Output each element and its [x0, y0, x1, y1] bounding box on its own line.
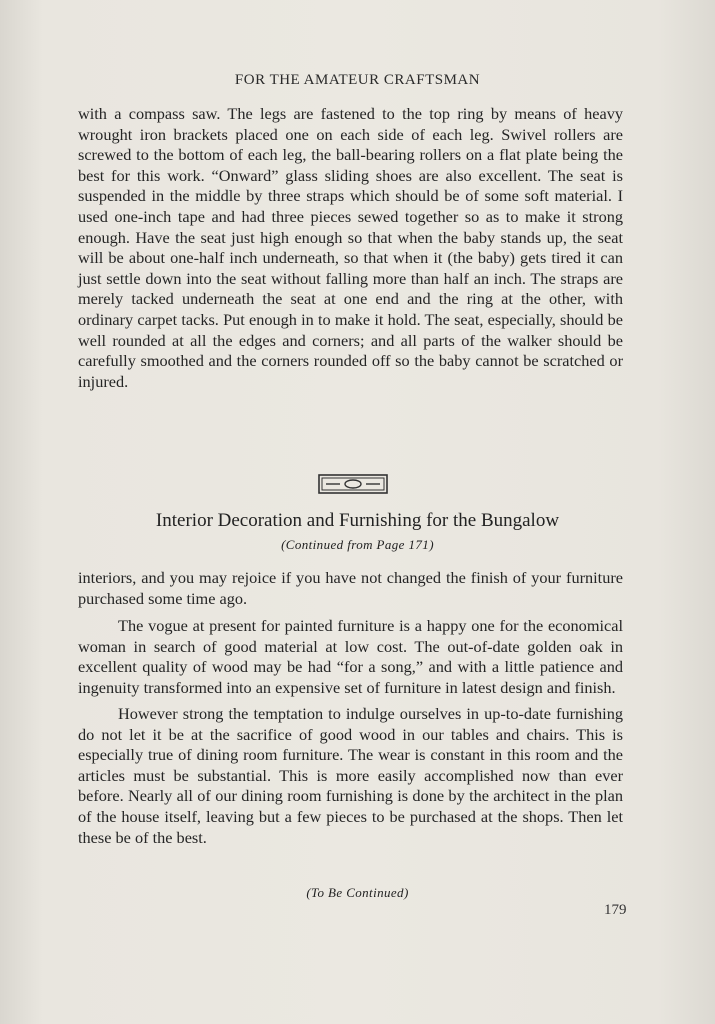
section-title: Interior Decoration and Furnishing for the Bungalow [155, 510, 560, 531]
paragraph-painted-furniture: The vogue at present for painted furniture is a happy one for the economical woman in search of good material at low cost. The out-of-date golden oak in excellent quality of wood may be had “for a song,” and with a little patience and ingenuity transformed into an expensive set of furniture in latest design and finish. [78, 616, 623, 697]
section-divider-ornament-icon [318, 474, 388, 494]
page-number: 179 [604, 902, 627, 918]
continued-from-note: (Continued from Page 171) [281, 537, 434, 552]
running-head: FOR THE AMATEUR CRAFTSMAN [234, 72, 481, 88]
paragraph-walker-instructions: with a compass saw. The legs are fastened to the top ring by means of heavy wrought iron brackets placed one on each side of each leg. Swivel rollers are screwed to the bottom of each leg, the ball-bearing rollers on a flat plate being the best for this work. “Onward” glass sliding shoes are also excellent. The seat is suspended in the middle by three straps which should be of some soft material. I used one-inch tape and had three pieces sewed together so as to make it strong enough. Have the seat just high enough so that when the baby stands up, the seat will be about one-half inch underneath, so that when it (the baby) gets tired it can just settle down into the seat without falling more than half an inch. The straps are merely tacked underneath the seat at one end and the ring at the other, with ordinary carpet tacks. Put enough in to make it hold. The seat, especially, should be well rounded at all the edges and corners; and all parts of the walker should be carefully smoothed and the corners rounded off so the baby cannot be scratched or injured. [78, 104, 623, 391]
to-be-continued-note: (To Be Continued) [306, 885, 409, 900]
paragraph-dining-room: However strong the temptation to indulge ourselves in up-to-date furnishing do not let it be at the sacrifice of good wood in our tables and chairs. This is especially true of dining room furniture. The wear is constant in this room and the articles must be substantial. This is more easily accomplished now than ever before. Nearly all of our dining room furnishing is done by the architect in the plan of the house itself, leaving but a few pieces to be purchased at the shops. Then let these be of the best. [78, 704, 623, 847]
paragraph-interiors: interiors, and you may rejoice if you have not changed the finish of your furniture purchased some time ago. [78, 568, 623, 608]
